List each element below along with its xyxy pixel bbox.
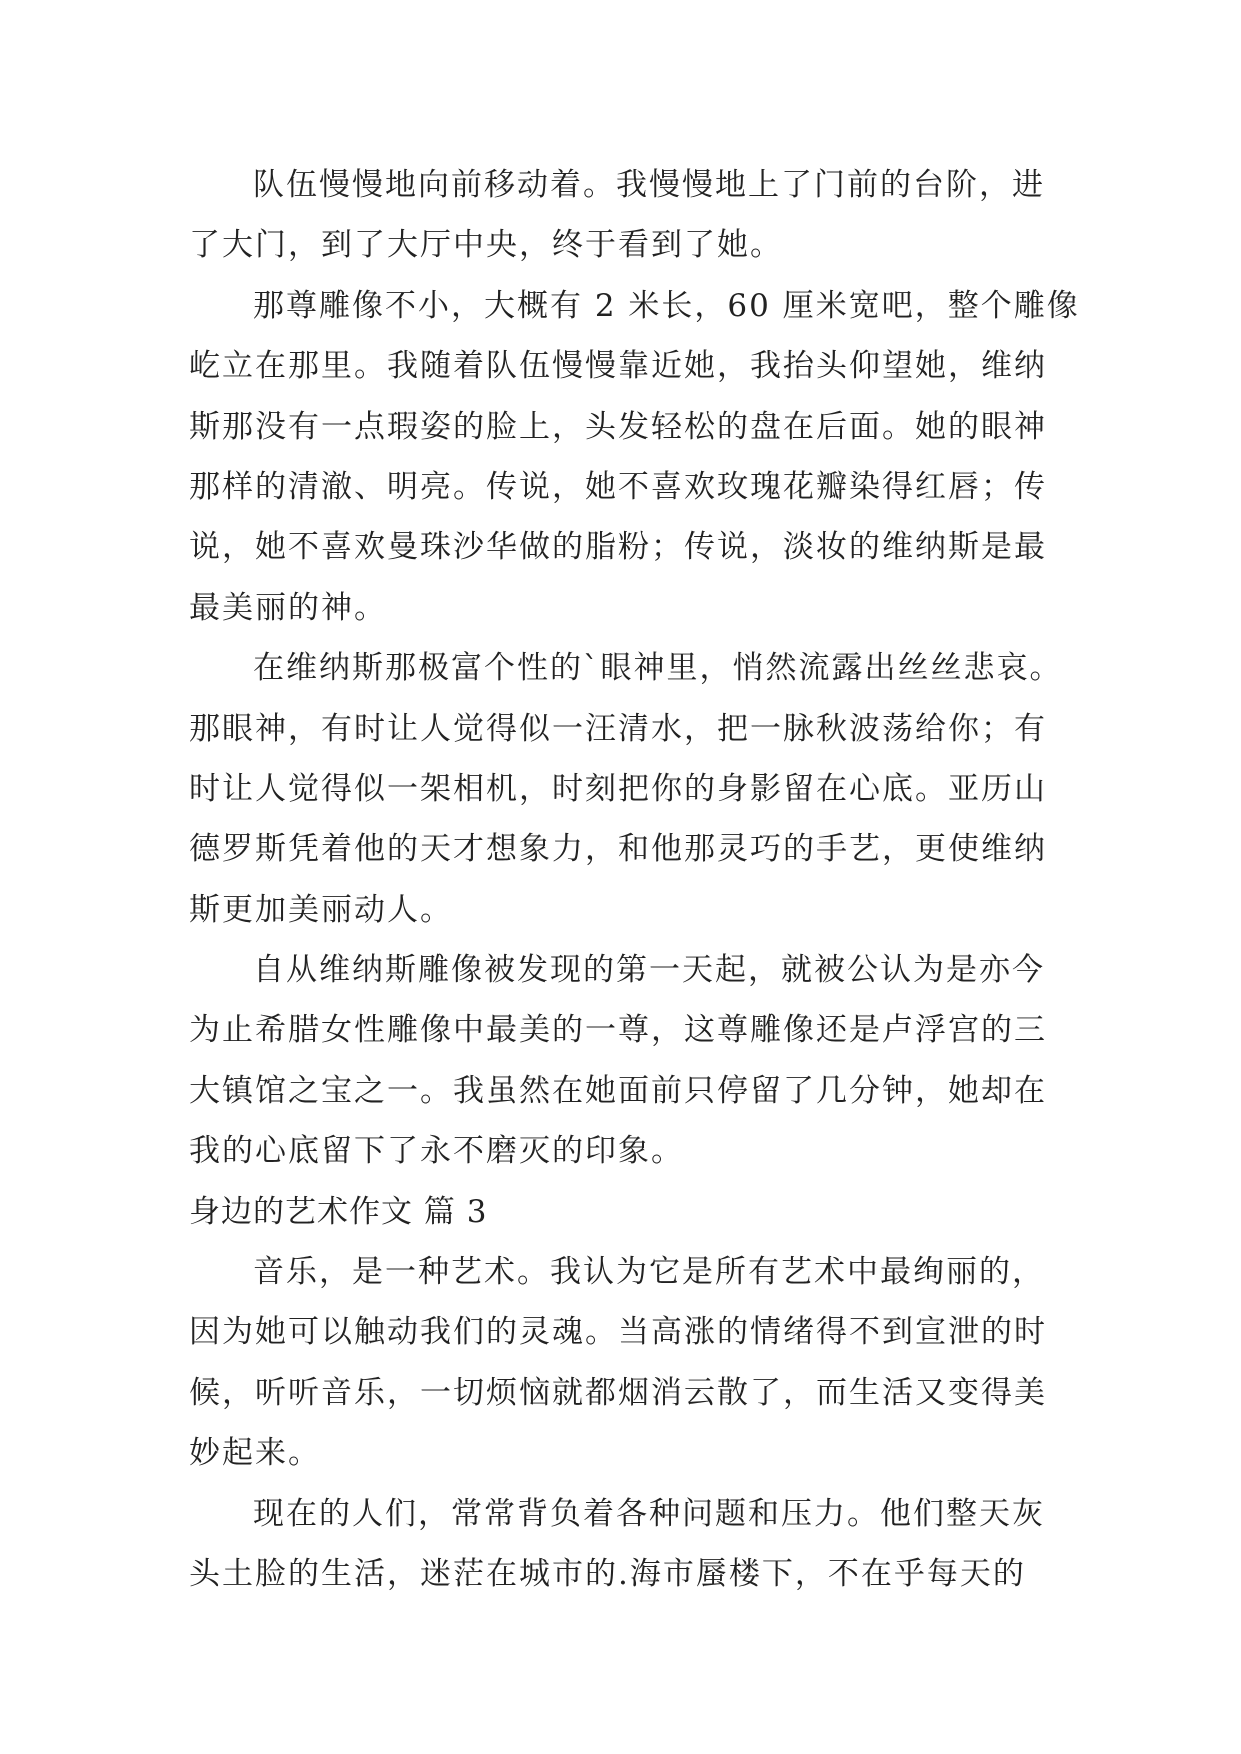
text-line: 自从维纳斯雕像被发现的第一天起，就被公认为是亦今 [253,952,1045,989]
text-line: 那样的清澈、明亮。传说，她不喜欢玫瑰花瓣染得红唇；传 [189,468,1047,505]
document-body [189,155,1080,1604]
text-line: 时让人觉得似一架相机，时刻把你的身影留在心底。亚历山 [189,770,1047,807]
text-line: 头土脸的生活，迷茫在城市的.海市蜃楼下，不在乎每天的 [189,1555,1026,1592]
text-line: 我的心底留下了永不磨灭的印象。 [189,1133,684,1170]
text-line: 现在的人们，常常背负着各种问题和压力。他们整天灰 [253,1495,1045,1532]
section-heading: 身边的艺术作文 篇 3 [189,1193,488,1230]
text-line: 候，听听音乐，一切烦恼就都烟消云散了，而生活又变得美 [189,1374,1047,1411]
text-line: 最美丽的神。 [189,589,387,626]
text-line: 屹立在那里。我随着队伍慢慢靠近她，我抬头仰望她，维纳 [189,348,1047,385]
text-line: 队伍慢慢地向前移动着。我慢慢地上了门前的台阶，进 [253,167,1045,203]
text-line: 为止希腊女性雕像中最美的一尊，这尊雕像还是卢浮宫的三 [189,1012,1047,1049]
text-line: 在维纳斯那极富个性的`眼神里，悄然流露出丝丝悲哀。 [253,650,1063,687]
text-line: 了大门，到了大厅中央，终于看到了她。 [189,227,783,264]
text-line: 妙起来。 [189,1435,321,1472]
text-line: 那眼神，有时让人觉得似一汪清水，把一脉秋波荡给你；有 [189,710,1047,747]
text-line: 德罗斯凭着他的天才想象力，和他那灵巧的手艺，更使维纳 [189,831,1047,868]
text-line: 斯那没有一点瑕姿的脸上，头发轻松的盘在后面。她的眼神 [189,408,1047,445]
text-line: 大镇馆之宝之一。我虽然在她面前只停留了几分钟，她却在 [189,1072,1047,1109]
text-line: 说，她不喜欢曼珠沙华做的脂粉；传说，淡妆的维纳斯是最 [189,529,1047,566]
text-line: 音乐，是一种艺术。我认为它是所有艺术中最绚丽的， [253,1254,1045,1291]
text-line: 那尊雕像不小，大概有 2 米长，60 厘米宽吧，整个雕像 [253,287,1080,324]
text-line: 因为她可以触动我们的灵魂。当高涨的情绪得不到宣泄的时 [189,1314,1047,1351]
text-line: 斯更加美丽动人。 [189,891,453,928]
